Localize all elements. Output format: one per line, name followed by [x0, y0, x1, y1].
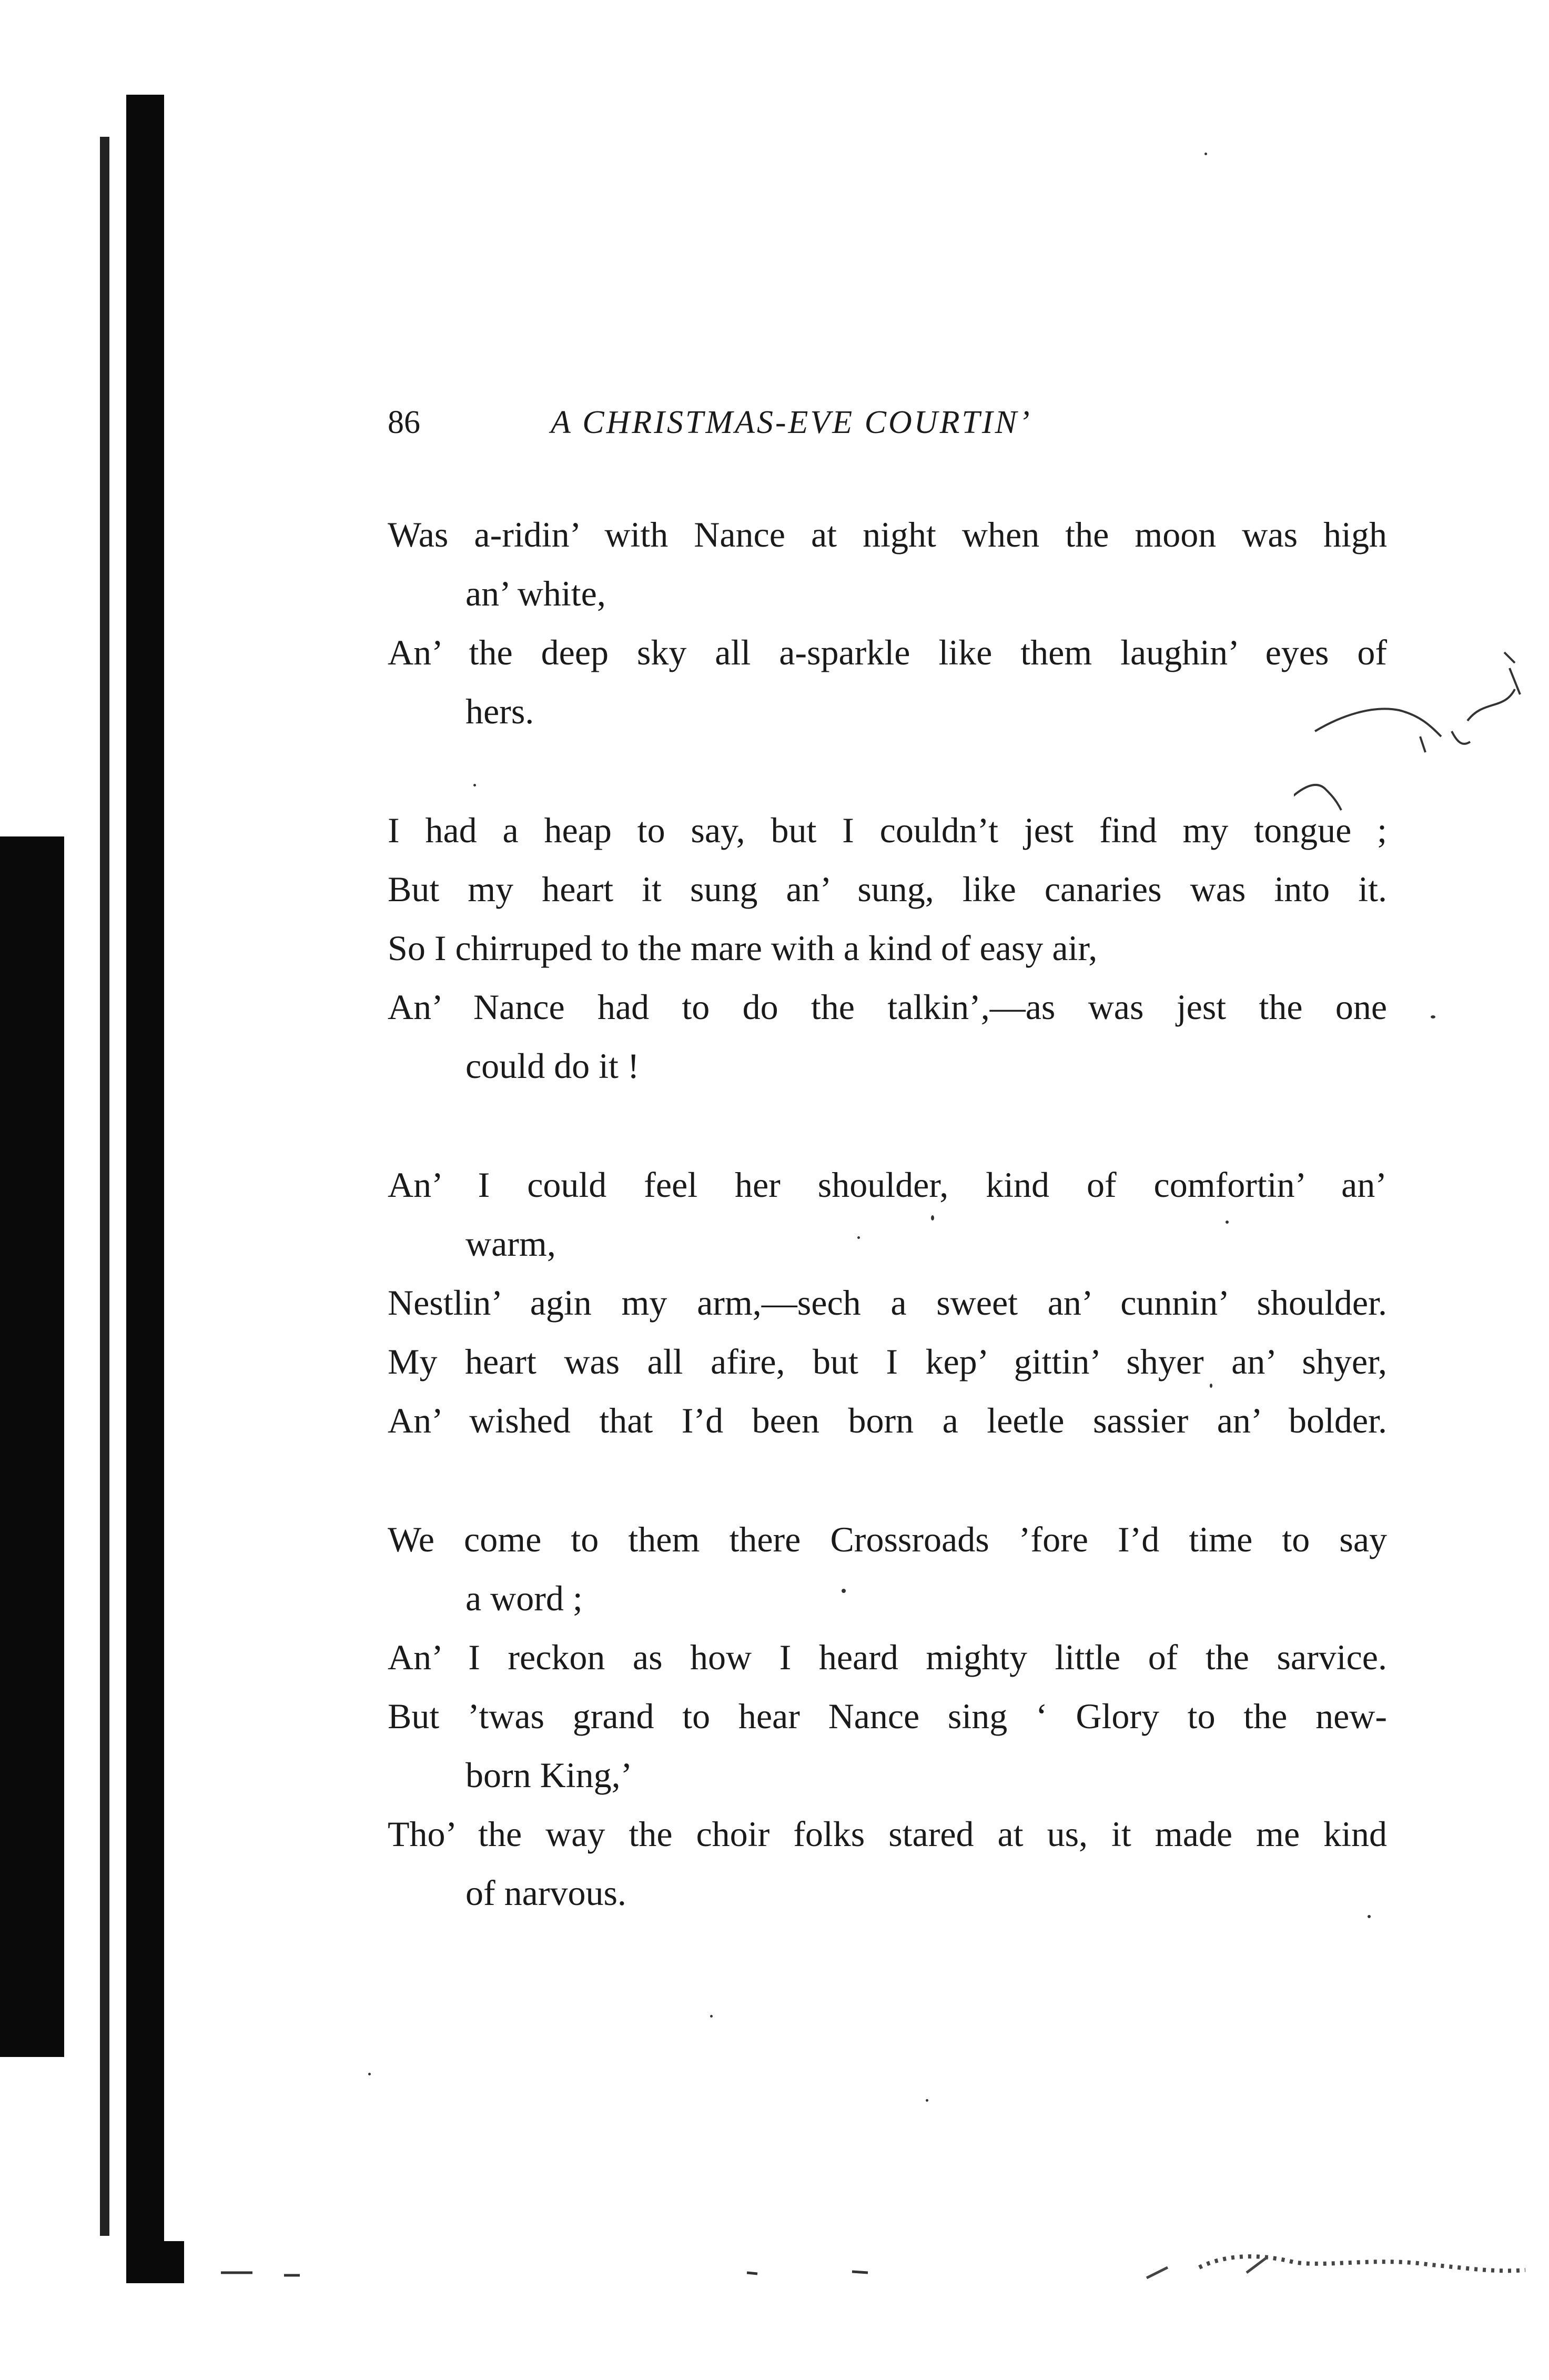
poem-body — [388, 505, 1387, 1982]
poem-line: But ’twas grand to hear Nance sing ‘ Glory to the new- — [388, 1696, 1387, 1736]
scan-noise-bottom — [221, 2236, 1525, 2299]
poem-line: My heart was all afire, but I kep’ gittin’ shyer an’ shyer, — [388, 1342, 1387, 1381]
poem-line-continuation: could do it ! — [465, 1046, 640, 1086]
poem-line: Was a-ridin’ with Nance at night when the moon was high — [388, 515, 1387, 554]
running-head: A CHRISTMAS-EVE COURTIN’ — [551, 405, 1032, 440]
book-spine-edge — [126, 95, 164, 2278]
page-header — [388, 404, 1387, 451]
poem-line: An’ I could feel her shoulder, kind of comfortin’ an’ — [388, 1165, 1387, 1205]
poem-line: Tho’ the way the choir folks stared at us, it made me kind — [388, 1814, 1387, 1854]
poem-line-continuation: warm, — [465, 1224, 556, 1264]
scan-edge-line — [100, 137, 109, 2236]
poem-line: We come to them there Crossroads ’fore I’d time to say — [388, 1519, 1387, 1559]
scan-edge-foot — [126, 2241, 184, 2283]
poem-line-continuation: an’ white, — [465, 573, 606, 613]
poem-line: An’ wished that I’d been born a leetle sassier an’ bolder. — [388, 1400, 1387, 1440]
poem-line: But my heart it sung an’ sung, like canaries was into it. — [388, 869, 1387, 909]
stanza — [388, 801, 1387, 1095]
poem-line: An’ Nance had to do the talkin’,—as was jest the one — [388, 987, 1387, 1027]
poem-line: Nestlin’ agin my arm,—sech a sweet an’ cunnin’ shoulder. — [388, 1283, 1387, 1323]
poem-line: An’ the deep sky all a-sparkle like them laughin’ eyes of — [388, 632, 1387, 672]
stanza — [388, 1510, 1387, 1922]
poem-line-continuation: hers. — [465, 691, 534, 731]
scan-shadow-left — [0, 836, 64, 2057]
poem-line-continuation: of narvous. — [465, 1873, 626, 1913]
poem-line: An’ I reckon as how I heard mighty little of the sarvice. — [388, 1637, 1387, 1677]
stanza — [388, 1155, 1387, 1450]
poem-line: I had a heap to say, but I couldn’t jest find my tongue ; — [388, 810, 1387, 850]
poem-line: So I chirruped to the mare with a kind of easy air, — [388, 928, 1098, 968]
poem-line-continuation: born King,’ — [465, 1755, 633, 1795]
poem-line-continuation: a word ; — [465, 1578, 583, 1618]
page-number: 86 — [388, 405, 420, 440]
stanza — [388, 505, 1387, 741]
